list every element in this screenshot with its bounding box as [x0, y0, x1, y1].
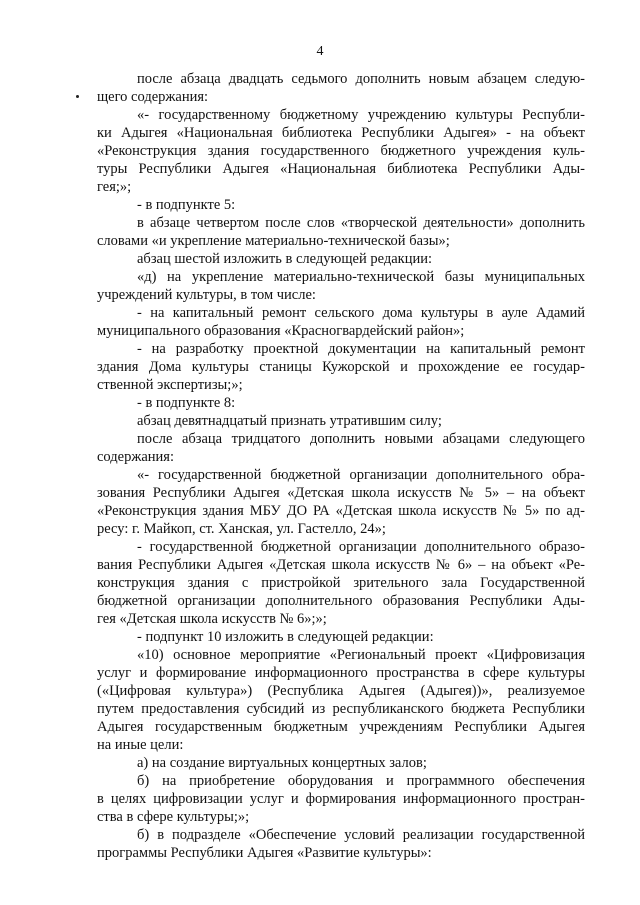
paragraph: [97, 646, 585, 754]
text-line: здания Дома культуры станицы Кужорской и прохождение ее государ-: [97, 359, 585, 375]
text-line: туры Республики Адыгея «Национальная библиотека Республики Ады-: [97, 161, 585, 177]
paragraph: [97, 106, 585, 196]
document-body: [97, 70, 585, 862]
text-line: конструкция здания с пристройкой зрительного зала Государственной: [97, 575, 585, 591]
paragraph: [97, 754, 585, 772]
text-line: Адыгея государственным бюджетным учреждениям Республики Адыгея: [97, 719, 585, 735]
page-number: 4: [316, 44, 324, 59]
paragraph: [97, 538, 585, 628]
text-line: муниципального образования «Красногвардейский район»;: [97, 323, 465, 339]
paragraph: [97, 250, 585, 268]
paragraph: [97, 394, 585, 412]
text-line: - в подпункте 8:: [137, 395, 236, 411]
text-line: ресу: г. Майкоп, ст. Ханская, ул. Гастелло, 24»;: [97, 521, 386, 537]
text-line: - в подпункте 5:: [137, 197, 236, 213]
text-line: ственной экспертизы;»;: [97, 377, 243, 393]
text-line: гея;»;: [97, 179, 132, 195]
text-line: «- государственному бюджетному учреждению культуры Республи-: [137, 107, 585, 123]
paragraph: [97, 772, 585, 826]
paragraph: [97, 628, 585, 646]
text-line: щего содержания:: [97, 89, 209, 105]
text-line: содержания:: [97, 449, 175, 465]
text-line: б) на приобретение оборудования и программного обеспечения: [137, 773, 585, 789]
text-line: в целях цифровизации услуг и формирования информационного простран-: [97, 791, 585, 807]
text-line: словами «и укрепление материально-технической базы»;: [97, 233, 450, 249]
paragraph: [97, 70, 585, 106]
paragraph: [97, 340, 585, 394]
paragraph: [97, 430, 585, 466]
text-line: («Цифровая культура») (Республика Адыгея (Адыгея))», реализуемое: [97, 683, 585, 699]
text-line: услуг и формирование информационного пространства в сфере культуры: [97, 665, 585, 681]
text-line: в абзаце четвертом после слов «творческой деятельности» дополнить: [137, 215, 585, 231]
text-line: после абзаца тридцатого дополнить новыми абзацами следующего: [137, 431, 585, 447]
text-line: программы Республики Адыгея «Развитие культуры»:: [97, 845, 432, 861]
text-line: бюджетной организации дополнительного образования Республики Ады-: [97, 593, 585, 609]
paragraph: [97, 826, 585, 862]
text-line: ки Адыгея «Национальная библиотека Республики Адыгея» - на объект: [97, 125, 585, 141]
text-line: «д) на укрепление материально-технической базы муниципальных: [137, 269, 585, 285]
text-line: «Реконструкция здания государственного бюджетного учреждения куль-: [97, 143, 585, 159]
text-line: зования Республики Адыгея «Детская школа искусств № 5» – на объект: [97, 485, 585, 501]
paragraph: [97, 196, 585, 214]
text-line: абзац девятнадцатый признать утратившим силу;: [137, 413, 442, 429]
paragraph: [97, 304, 585, 340]
text-line: «- государственной бюджетной организации дополнительного обра-: [137, 467, 585, 483]
text-line: а) на создание виртуальных концертных залов;: [137, 755, 427, 771]
text-line: - на капитальный ремонт сельского дома культуры в ауле Адамий: [137, 305, 585, 321]
scan-speck: [76, 95, 79, 98]
text-line: б) в подразделе «Обеспечение условий реализации государственной: [137, 827, 585, 843]
text-line: гея «Детская школа искусств № 6»;»;: [97, 611, 327, 627]
text-line: «10) основное мероприятие «Региональный проект «Цифровизация: [137, 647, 585, 663]
paragraph: [97, 268, 585, 304]
text-line: на иные цели:: [97, 737, 184, 753]
text-line: - подпункт 10 изложить в следующей редакции:: [137, 629, 434, 645]
text-line: - государственной бюджетной организации дополнительного образо-: [137, 539, 585, 555]
text-line: вания Республики Адыгея «Детская школа искусств № 6» – на объект «Ре-: [97, 557, 585, 573]
text-line: абзац шестой изложить в следующей редакции:: [137, 251, 432, 267]
text-line: ства в сфере культуры;»;: [97, 809, 250, 825]
text-line: «Реконструкция здания МБУ ДО РА «Детская школа искусств № 5» по ад-: [97, 503, 585, 519]
text-line: - на разработку проектной документации на капитальный ремонт: [137, 341, 585, 357]
paragraph: [97, 412, 585, 430]
text-line: после абзаца двадцать седьмого дополнить новым абзацем следую-: [137, 71, 585, 87]
text-line: учреждений культуры, в том числе:: [97, 287, 316, 303]
text-line: путем предоставления субсидий из республиканского бюджета Республики: [97, 701, 585, 717]
paragraph: [97, 214, 585, 250]
paragraph: [97, 466, 585, 538]
